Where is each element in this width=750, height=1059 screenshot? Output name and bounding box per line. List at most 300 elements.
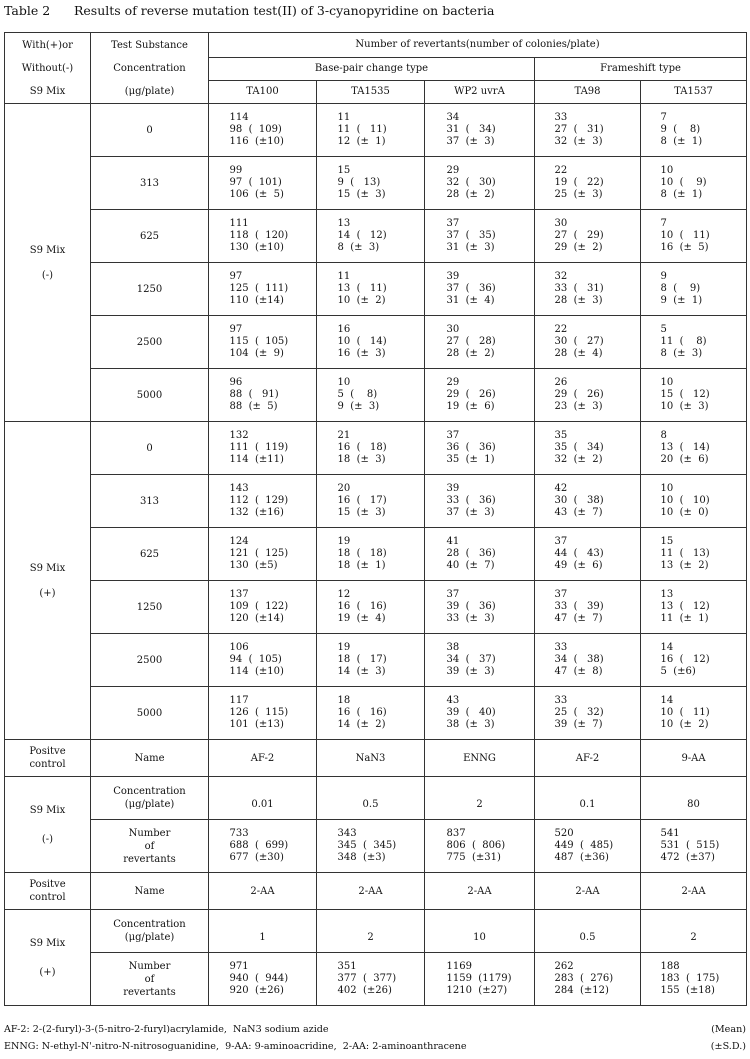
plate-count: 155 (±18) [660,985,715,996]
plate-count: 8 [660,430,667,441]
revertant-triplet [230,218,296,254]
plate-count: 18 ( 18) [337,548,387,559]
plate-count: 11 [337,271,351,282]
revertant-cell [317,369,425,422]
revertant-triplet [338,430,404,466]
positive-substance: 2-AA [641,873,747,910]
plate-count: 5 (±6) [660,666,696,677]
name-label: Name [91,740,209,777]
revertant-cell [535,687,641,740]
revertant-triplet [661,961,727,997]
plate-count: 22 [554,165,568,176]
plate-count: 19 [337,536,351,547]
with-without-header [5,33,91,104]
plate-count: 28 ( 36) [446,548,496,559]
table-caption: Table 2 Results of reverse mutation test(II) of 3-cyanopyridine on bacteria [4,3,495,18]
plate-count: 14 [660,642,674,653]
plate-count: 7 [660,112,667,123]
plate-count: 120 (±14) [229,613,284,624]
revertant-cell [209,528,317,581]
plate-count: 940 ( 944) [229,973,289,984]
table-row [5,687,747,740]
revertant-triplet [447,483,513,519]
revertant-triplet [555,695,621,731]
positive-revertant-row [5,820,747,873]
revertant-cell [317,687,425,740]
revertant-cell [425,369,535,422]
concentration-cell: 5000 [91,687,209,740]
conc-label [91,777,209,820]
label-stack [91,827,208,866]
table-row [5,210,747,263]
revertant-cell [535,157,641,210]
label-line: S9 Mix [29,562,66,574]
plate-count: 43 (± 7) [554,507,603,518]
plate-count: 9 [660,271,667,282]
revertant-cell [317,422,425,475]
revertant-cell [641,210,747,263]
plate-count: 37 (± 3) [446,136,495,147]
plate-count: 733 [229,828,249,839]
plate-count: 920 (±26) [229,985,284,996]
footnote-row [4,1038,746,1055]
revertant-triplet [555,218,621,254]
label-stack [5,937,90,979]
positive-substance: 2-AA [209,873,317,910]
label-line: Positve [29,746,66,757]
plate-count: 96 [229,377,243,388]
strain-header: TA98 [535,81,641,104]
concentration-cell: 2500 [91,634,209,687]
plate-count: 8 (± 1) [660,189,703,200]
revertant-cell [317,581,425,634]
plate-count: 28 (± 2) [446,189,495,200]
label-line: revertants [123,853,176,865]
revertant-cell [641,528,747,581]
plate-count: 130 (±10) [229,242,284,253]
revertant-triplet [447,430,513,466]
revertant-cell [425,263,535,316]
revertant-cell [425,316,535,369]
plate-count: 27 ( 28) [446,336,496,347]
label-stack [91,960,208,999]
plate-count: 26 [554,377,568,388]
plate-count: 16 (± 3) [337,348,386,359]
revertant-cell [317,263,425,316]
positive-concentration: 1 [209,910,317,953]
positive-conc-row [5,910,747,953]
concentration-cell: 625 [91,210,209,263]
label-line: of [144,840,155,852]
revertant-triplet [230,828,296,864]
plate-count: 39 [446,271,460,282]
plate-count: 30 [446,324,460,335]
revertant-cell [425,422,535,475]
revertant-cell [535,316,641,369]
revertant-triplet [230,642,296,678]
plate-count: 283 ( 276) [554,973,614,984]
plate-count: 377 ( 377) [337,973,397,984]
plate-count: 11 [337,112,351,123]
revertant-cell [209,581,317,634]
plate-count: 16 (± 5) [660,242,709,253]
footnote-abbrev: AF-2: 2-(2-furyl)-3-(5-nitro-2-furyl)acrylamide, NaN3 sodium azide [4,1024,329,1035]
plate-count: 47 (± 8) [554,666,603,677]
revertant-cell [535,369,641,422]
plate-count: 114 (±11) [229,454,284,465]
strain-header: TA1537 [641,81,747,104]
label-line: of [144,973,155,985]
revertant-triplet [338,961,404,997]
plate-count: 487 (±36) [554,852,609,863]
header-line: With(+)or [22,39,73,51]
plate-count: 39 (± 3) [446,666,495,677]
revertant-cell [641,157,747,210]
revertant-triplet [230,377,296,413]
plate-count: 33 ( 36) [446,495,496,506]
plate-count: 124 [229,536,249,547]
revertant-triplet [338,218,404,254]
plate-count: 132 [229,430,249,441]
revertant-triplet [338,112,404,148]
table-row [5,581,747,634]
plate-count: 16 [337,324,351,335]
plate-count: 39 [446,483,460,494]
positive-substance: AF-2 [535,740,641,777]
plate-count: 37 ( 36) [446,283,496,294]
revertant-cell [209,422,317,475]
plate-count: 30 [554,218,568,229]
table-row [5,104,747,157]
revertant-cell [425,581,535,634]
label-line: revertants [123,986,176,998]
positive-concentration: 0.5 [317,777,425,820]
plate-count: 106 [229,642,249,653]
revertant-cell [209,369,317,422]
footnote-legend: (Mean) [711,1024,746,1035]
plate-count: 16 ( 16) [337,707,387,718]
positive-concentration: 0.5 [535,910,641,953]
plate-count: 20 [337,483,351,494]
plate-count: 112 ( 129) [229,495,289,506]
revertant-cell [209,157,317,210]
label-stack [5,562,90,600]
plate-count: 11 (± 1) [660,613,709,624]
revertant-cell [317,634,425,687]
plate-count: 10 ( 11) [660,230,710,241]
revertants-header: Number of revertants(number of colonies/plate) [209,33,747,58]
revertant-cell [209,210,317,263]
positive-substance: 2-AA [317,873,425,910]
positive-revertant-cell [425,953,535,1006]
positive-concentration: 2 [425,777,535,820]
revertant-cell [641,263,747,316]
plate-count: 143 [229,483,249,494]
revertants-label [91,953,209,1006]
label-line: (+) [39,587,56,599]
plate-count: 284 (±12) [554,985,609,996]
plate-count: 37 (± 3) [446,507,495,518]
plate-count: 37 [446,218,460,229]
positive-name-row [5,873,747,910]
plate-count: 16 ( 17) [337,495,387,506]
revertant-cell [641,581,747,634]
plate-count: 88 ( 91) [229,389,279,400]
plate-count: 402 (±26) [337,985,392,996]
concentration-cell: 5000 [91,369,209,422]
plate-count: 39 ( 36) [446,601,496,612]
label-line: Number [128,960,171,972]
header-line: Test Substance [111,39,188,51]
revertant-cell [317,104,425,157]
plate-count: 44 ( 43) [554,548,604,559]
plate-count: 33 (± 3) [446,613,495,624]
plate-count: 116 (±10) [229,136,284,147]
plate-count: 88 (± 5) [229,401,278,412]
revertant-cell [209,316,317,369]
revertant-triplet [555,324,621,360]
plate-count: 262 [554,961,574,972]
header-line: Concentration [113,62,186,74]
plate-count: 10 ( 11) [660,707,710,718]
results-table [4,32,747,1006]
revertant-cell [535,263,641,316]
concentration-cell: 1250 [91,263,209,316]
plate-count: 37 [446,430,460,441]
revertant-cell [641,634,747,687]
revertant-triplet [447,961,513,997]
plate-count: 32 (± 3) [554,136,603,147]
strain-header: TA1535 [317,81,425,104]
revertant-cell [641,475,747,528]
plate-count: 126 ( 115) [229,707,289,718]
plate-count: 1210 (±27) [446,985,508,996]
plate-count: 29 ( 26) [554,389,604,400]
revertant-cell [425,210,535,263]
plate-count: 110 (±14) [229,295,284,306]
label-line: S9 Mix [29,937,66,949]
plate-count: 10 (± 3) [660,401,709,412]
plate-count: 14 [660,695,674,706]
revertant-triplet [230,483,296,519]
plate-count: 15 ( 12) [660,389,710,400]
plate-count: 10 ( 9) [660,177,707,188]
positive-control-label [5,740,91,777]
revertant-cell [535,528,641,581]
plate-count: 31 ( 34) [446,124,496,135]
revertant-triplet [661,695,727,731]
plate-count: 1159 (1179) [446,973,512,984]
revertant-triplet [555,642,621,678]
plate-count: 101 (±13) [229,719,284,730]
plate-count: 42 [554,483,568,494]
plate-count: 19 ( 22) [554,177,604,188]
revertant-triplet [338,828,404,864]
revertant-triplet [230,695,296,731]
plate-count: 132 (±16) [229,507,284,518]
revertant-triplet [447,536,513,572]
plate-count: 39 (± 7) [554,719,603,730]
plate-count: 29 [446,377,460,388]
header-line: (μg/plate) [124,85,175,97]
plate-count: 32 [554,271,568,282]
plate-count: 13 [337,218,351,229]
revertant-triplet [555,961,621,997]
plate-count: 10 (± 0) [660,507,709,518]
plate-count: 19 (± 6) [446,401,495,412]
plate-count: 115 ( 105) [229,336,289,347]
plate-count: 34 ( 38) [554,654,604,665]
revertant-triplet [447,642,513,678]
revertant-triplet [447,112,513,148]
positive-substance: 2-AA [425,873,535,910]
label-stack [91,785,208,811]
plate-count: 36 ( 36) [446,442,496,453]
plate-count: 10 [337,377,351,388]
revertant-cell [641,369,747,422]
concentration-cell: 625 [91,528,209,581]
plate-count: 49 (± 6) [554,560,603,571]
label-line: S9 Mix [29,804,66,816]
positive-revertant-cell [641,953,747,1006]
positive-revertant-cell [209,953,317,1006]
strain-header: TA100 [209,81,317,104]
revertant-cell [641,687,747,740]
plate-count: 10 ( 14) [337,336,387,347]
plate-count: 19 (± 4) [337,613,386,624]
positive-revertant-cell [425,820,535,873]
revertant-triplet [555,589,621,625]
label-stack [5,804,90,846]
plate-count: 130 (±5) [229,560,278,571]
revertant-triplet [447,828,513,864]
plate-count: 37 [554,589,568,600]
revertant-triplet [661,218,727,254]
revertant-triplet [338,324,404,360]
plate-count: 10 [660,165,674,176]
revertant-triplet [230,961,296,997]
table-row [5,369,747,422]
revertant-cell [535,210,641,263]
plate-count: 677 (±30) [229,852,284,863]
label-stack [91,918,208,944]
revertant-triplet [661,112,727,148]
positive-substance: ENNG [425,740,535,777]
plate-count: 472 (±37) [660,852,715,863]
revertant-triplet [338,271,404,307]
plate-count: 16 ( 18) [337,442,387,453]
positive-revertant-cell [641,820,747,873]
positive-revertant-row [5,953,747,1006]
revertant-triplet [230,112,296,148]
plate-count: 30 ( 38) [554,495,604,506]
plate-count: 118 ( 120) [229,230,289,241]
plate-count: 35 ( 34) [554,442,604,453]
plate-count: 8 (± 3) [660,348,703,359]
revertant-triplet [661,377,727,413]
plate-count: 520 [554,828,574,839]
revertant-triplet [447,324,513,360]
table-row [5,157,747,210]
positive-revertant-cell [317,953,425,1006]
plate-count: 18 (± 3) [337,454,386,465]
plate-count: 37 ( 35) [446,230,496,241]
revertant-triplet [447,165,513,201]
plate-count: 348 (±3) [337,852,386,863]
plate-count: 21 [337,430,351,441]
revertant-triplet [661,642,727,678]
revertant-triplet [555,828,621,864]
plate-count: 28 (± 4) [554,348,603,359]
plate-count: 8 ( 9) [660,283,701,294]
revertant-cell [641,422,747,475]
plate-count: 16 ( 12) [660,654,710,665]
plate-count: 114 (±10) [229,666,284,677]
footnote-legend: (±S.D.) [710,1041,746,1052]
plate-count: 343 [337,828,357,839]
footnote-abbrev: ENNG: N-ethyl-N'-nitro-N-nitrosoguanidine, 9-AA: 9-aminoacridine, 2-AA: 2-aminoanthracene [4,1041,467,1052]
revertant-triplet [555,430,621,466]
plate-count: 31 (± 4) [446,295,495,306]
revertant-triplet [555,483,621,519]
revertants-label [91,820,209,873]
concentration-cell: 2500 [91,316,209,369]
positive-substance: 2-AA [535,873,641,910]
revertant-triplet [555,536,621,572]
plate-count: 10 [660,483,674,494]
plate-count: 5 ( 8) [337,389,378,400]
revertant-cell [535,581,641,634]
revertant-cell [425,475,535,528]
plate-count: 31 (± 3) [446,242,495,253]
plate-count: 10 ( 10) [660,495,710,506]
plate-count: 8 (± 1) [660,136,703,147]
footnote-row [4,1021,746,1038]
plate-count: 37 [554,536,568,547]
plate-count: 10 (± 2) [660,719,709,730]
revertant-triplet [230,430,296,466]
positive-name-row [5,740,747,777]
plate-count: 23 (± 3) [554,401,603,412]
revertant-cell [209,263,317,316]
plate-count: 11 ( 13) [660,548,710,559]
positive-concentration: 2 [641,910,747,953]
revertant-cell [535,634,641,687]
plate-count: 11 ( 8) [660,336,707,347]
label-line: (μg/plate) [124,932,175,943]
positive-substance: 9-AA [641,740,747,777]
plate-count: 25 (± 3) [554,189,603,200]
revertant-triplet [338,165,404,201]
plate-count: 806 ( 806) [446,840,506,851]
plate-count: 12 [337,589,351,600]
revertant-triplet [661,828,727,864]
plate-count: 13 [660,589,674,600]
label-line: (μg/plate) [124,799,175,810]
concentration-cell: 1250 [91,581,209,634]
plate-count: 27 ( 29) [554,230,604,241]
plate-count: 7 [660,218,667,229]
plate-count: 33 [554,642,568,653]
label-line: Number [128,827,171,839]
plate-count: 27 ( 31) [554,124,604,135]
plate-count: 40 (± 7) [446,560,495,571]
positive-concentration: 0.1 [535,777,641,820]
positive-conc-row [5,777,747,820]
concentration-cell: 313 [91,157,209,210]
plate-count: 20 (± 6) [660,454,709,465]
revertant-triplet [338,589,404,625]
